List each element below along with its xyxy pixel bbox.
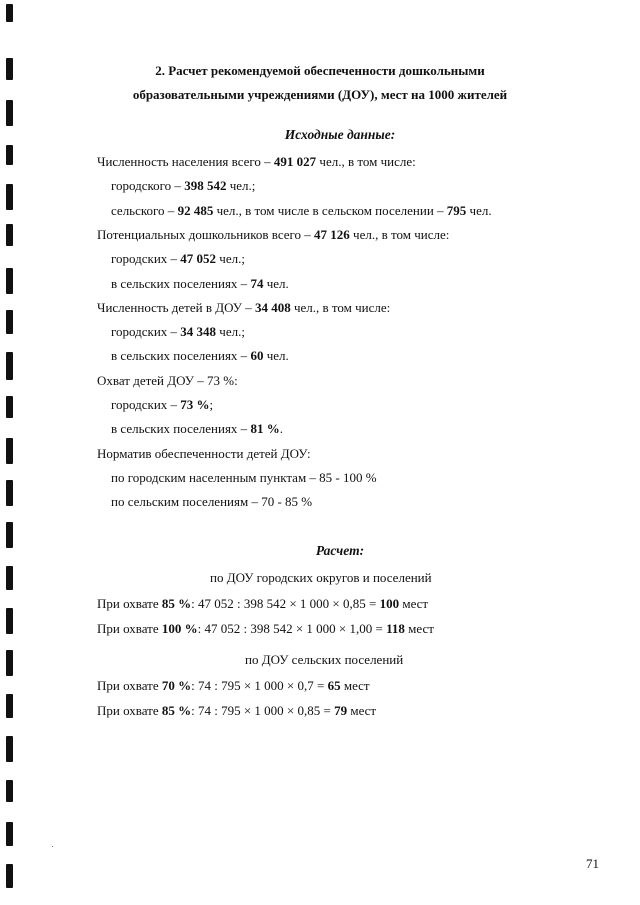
text-run: : 47 052 : 398 542 × 1 000 × 1,00 =	[197, 621, 387, 636]
bold-value: 34 408	[254, 299, 291, 315]
source-data-line	[111, 397, 213, 413]
bold-value: 85 %	[161, 703, 192, 718]
text-run: чел.	[263, 348, 289, 364]
text-run: чел., в том числе:	[290, 299, 391, 315]
bold-value: 47 126	[314, 226, 350, 242]
source-data-line	[97, 300, 390, 316]
text-run: городского –	[111, 178, 185, 194]
text-run: При охвате	[97, 621, 162, 636]
text-run: При охвате	[97, 703, 162, 718]
source-data-line	[111, 276, 289, 292]
text-run: чел.	[263, 275, 289, 291]
text-run: : 74 : 795 × 1 000 × 0,85 =	[191, 703, 335, 718]
source-data-line	[111, 203, 492, 219]
text-run: Численность детей в ДОУ –	[97, 299, 255, 315]
calc-urban-subheading: по ДОУ городских округов и поселений	[210, 570, 432, 585]
text-run: чел.	[466, 202, 492, 218]
text-run: При охвате	[97, 596, 162, 611]
text-run: городских –	[111, 251, 181, 267]
text-run: : 74 : 795 × 1 000 × 0,7 =	[191, 678, 328, 693]
bold-value: 47 052	[180, 251, 217, 267]
text-run: .	[279, 421, 283, 437]
text-run: чел., в том числе в сельском поселении –	[213, 202, 447, 218]
text-run: мест	[404, 621, 434, 636]
text-run: чел., в том числе:	[316, 154, 416, 169]
source-data-line	[111, 470, 377, 486]
doc-title-line-2: образовательными учреждениями (ДОУ), мест на 1000 жителей	[132, 87, 508, 102]
text-run: в сельских поселениях –	[111, 275, 251, 291]
calc-rural-line	[97, 678, 370, 694]
doc-title-line-1: 2. Расчет рекомендуемой обеспеченности дошкольными	[155, 63, 485, 78]
text-run: При охвате	[97, 678, 162, 693]
text-run: : 47 052 : 398 542 × 1 000 × 0,85 =	[191, 596, 380, 611]
source-data-line	[111, 494, 312, 510]
source-data-heading: Исходные данные:	[284, 127, 396, 142]
text-run: чел.;	[216, 251, 245, 267]
text-run: мест	[399, 596, 429, 611]
text-run: Численность населения всего –	[97, 154, 274, 169]
source-data-line	[111, 348, 289, 364]
bold-value: 73 %	[180, 397, 210, 412]
text-run: Охват детей ДОУ – 73 %:	[97, 372, 238, 388]
bold-value: 118	[386, 621, 405, 636]
text-run: чел., в том числе:	[349, 226, 450, 242]
calculation-heading: Расчет:	[315, 543, 365, 558]
bold-value: 34 348	[180, 324, 217, 340]
calc-urban-line	[97, 596, 428, 612]
bold-value: 79	[334, 703, 348, 718]
bold-value: 81 %	[250, 421, 280, 437]
text-run: городских –	[111, 324, 181, 340]
calc-urban-line	[97, 621, 434, 637]
bold-value: 100	[379, 596, 400, 611]
text-run: ;	[209, 397, 214, 412]
scan-speck	[52, 846, 53, 847]
text-run: чел.;	[216, 324, 245, 340]
source-data-line	[97, 227, 449, 243]
source-data-line	[97, 373, 238, 389]
calc-rural-subheading: по ДОУ сельских поселений	[245, 652, 404, 667]
source-data-line	[111, 324, 245, 340]
bold-value: 74	[250, 275, 264, 291]
bold-value: 398 542	[184, 178, 227, 194]
bold-value: 795	[446, 202, 467, 218]
source-data-line	[97, 446, 311, 462]
source-data-line	[111, 251, 245, 267]
source-data-line	[111, 421, 283, 437]
text-run: городских –	[111, 397, 181, 412]
text-run: в сельских поселениях –	[111, 421, 251, 437]
bold-value: 100 %	[161, 621, 198, 636]
text-run: в сельских поселениях –	[111, 348, 251, 364]
bold-value: 85 %	[161, 596, 192, 611]
text-run: мест	[340, 678, 370, 693]
source-data-line	[111, 178, 255, 194]
text-run: чел.;	[226, 178, 256, 194]
source-data-line	[97, 154, 416, 170]
bold-value: 70 %	[161, 678, 192, 693]
text-run: Потенциальных дошкольников всего –	[97, 226, 315, 242]
text-run: мест	[347, 703, 377, 718]
bold-value: 65	[327, 678, 341, 693]
text-run: Норматив обеспеченности детей ДОУ:	[97, 445, 311, 461]
page-number: 71	[586, 856, 599, 871]
text-run: сельского –	[111, 202, 178, 218]
calc-rural-line	[97, 703, 376, 719]
text-run: по сельским поселениям – 70 - 85 %	[111, 494, 313, 510]
bold-value: 60	[250, 348, 264, 364]
bold-value: 92 485	[177, 202, 214, 218]
bold-value: 491 027	[273, 154, 317, 169]
text-run: по городским населенным пунктам – 85 - 100 %	[111, 469, 377, 485]
